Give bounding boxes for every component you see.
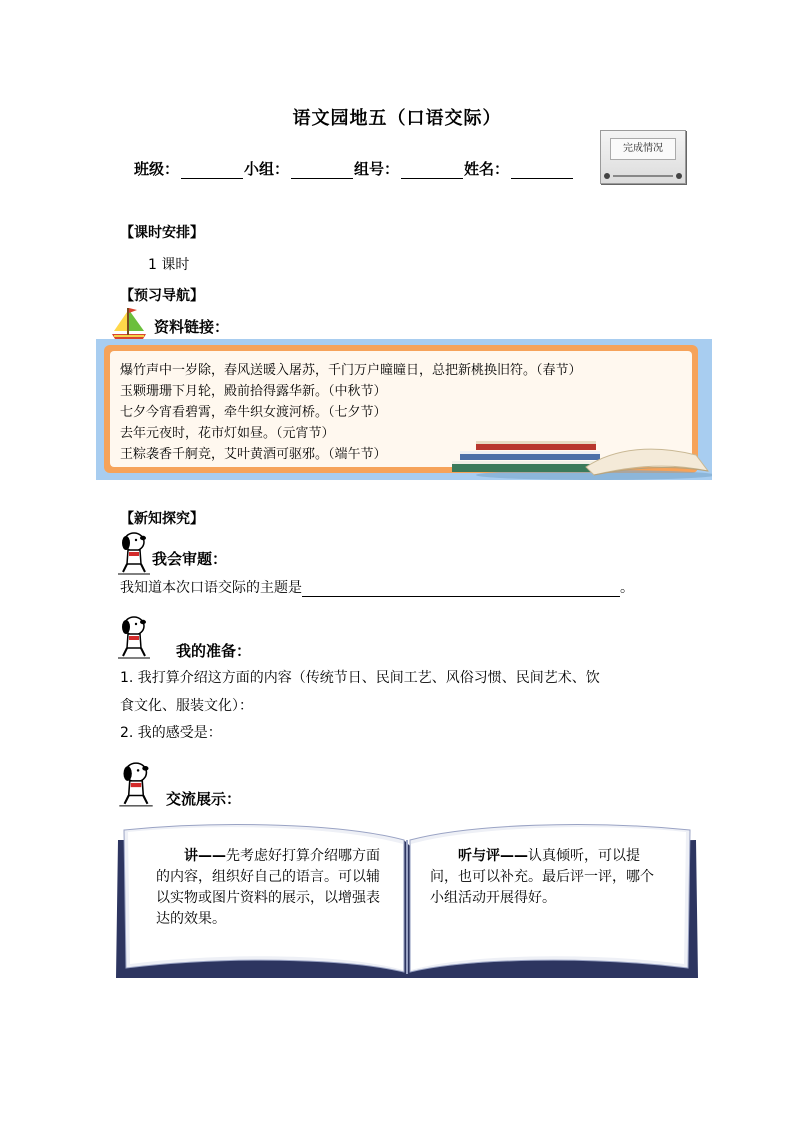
topic-prompt: 我知道本次口语交际的主题是: [120, 580, 302, 596]
name-blank[interactable]: [511, 162, 573, 179]
prepare-item-1-line-2: 食文化、服装文化）：: [120, 698, 253, 714]
book-left-page: [156, 846, 380, 930]
listen-body: 认真倾听，可以提问，也可以补充。最后评一评，哪个小组活动开展得好。: [430, 848, 654, 906]
status-rail: [613, 175, 673, 177]
poem-line: 去年元夜时，花市灯如昼。（元宵节）: [120, 426, 335, 441]
poem-line: 爆竹声中一岁除，春风送暖入屠苏，千门万户曈曈日，总把新桃换旧符。（春节）: [120, 363, 582, 378]
group-label: 小组：: [244, 160, 290, 178]
topic-end: 。: [620, 580, 634, 596]
speak-body: 先考虑好打算介绍哪方面的内容，组织好自己的语言。可以辅以实物或图片资料的展示，以增强表达的效果。: [156, 848, 380, 927]
snoopy-icon: [114, 614, 154, 660]
preview-heading: 【预习导航】: [120, 288, 204, 304]
number-label: 组号：: [354, 160, 400, 178]
prepare-title: 我的准备：: [176, 642, 252, 660]
listen-heading: 听与评——: [458, 848, 528, 864]
topic-prompt-row: [120, 577, 634, 597]
poem-line: 王粽袭香千舸竞，艾叶黄酒可驱邪。（端午节）: [120, 447, 387, 462]
schedule-heading: 【课时安排】: [120, 225, 204, 241]
schedule-content: 1 课时: [148, 257, 190, 273]
completion-status-label: 完成情况: [610, 138, 676, 160]
class-label: 班级：: [134, 160, 180, 178]
resource-title: 资料链接：: [154, 318, 230, 336]
snoopy-icon: [114, 530, 154, 576]
number-blank[interactable]: [401, 162, 463, 179]
prepare-item-1-line-1: 1. 我打算介绍这方面的内容（传统节日、民间工艺、风俗习惯、民间艺术、饮: [120, 670, 600, 686]
name-label: 姓名：: [464, 160, 510, 178]
poem-line: 七夕今宵看碧霄，牵牛织女渡河桥。（七夕节）: [120, 405, 387, 420]
prepare-item-2: 2. 我的感受是：: [120, 725, 222, 741]
status-dot-left: [604, 173, 610, 179]
class-blank[interactable]: [181, 162, 243, 179]
poem-banner: [96, 339, 712, 480]
group-blank[interactable]: [291, 162, 353, 179]
status-dot-right: [676, 173, 682, 179]
share-title: 交流展示：: [166, 790, 242, 808]
speak-heading: 讲——: [184, 848, 226, 864]
poem-line: 玉颗珊珊下月轮，殿前拾得露华新。（中秋节）: [120, 384, 387, 399]
snoopy-icon: [114, 760, 158, 808]
student-info-row: [134, 158, 574, 179]
completion-status-box: [600, 130, 686, 184]
poem-lines: [120, 360, 582, 465]
explore-heading: 【新知探究】: [120, 511, 204, 527]
book-right-page: [430, 846, 656, 909]
topic-title: 我会审题：: [152, 550, 228, 568]
topic-answer-blank[interactable]: [302, 580, 620, 597]
page-title: 语文园地五（口语交际）: [292, 108, 502, 129]
